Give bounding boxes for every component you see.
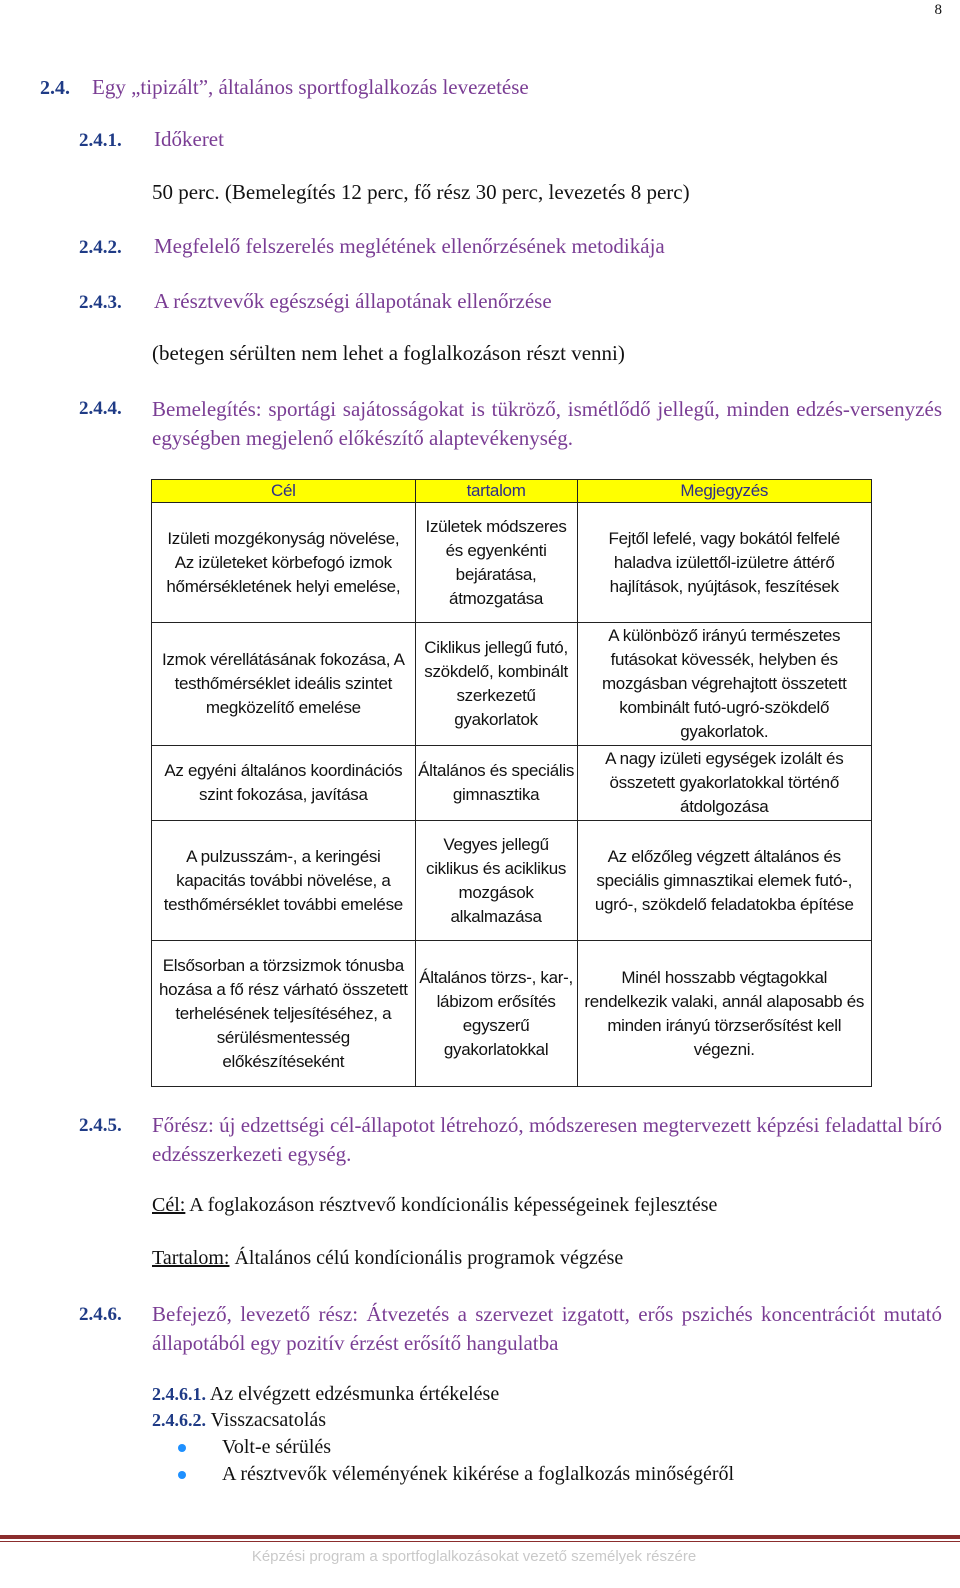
table-cell: A pulzusszám-, a keringési kapacitás további növelése, a testhőmérséklet további emelése <box>152 821 416 941</box>
warmup-table <box>151 479 872 1087</box>
heading-2-4-3: 2.4.3. A résztvevők egészségi állapotának ellenőrzése <box>79 289 552 313</box>
table-cell: Izületi mozgékonyság növelése, Az izületeket körbefogó izmok hőmérsékletének helyi emelése, <box>152 503 416 623</box>
list-item: A résztvevők véleményének kikérése a foglalkozás minőségéről <box>178 1463 734 1486</box>
table-row <box>152 623 872 746</box>
table-row <box>152 503 872 623</box>
warmup-definition: Bemelegítés: sportági sajátosságokat is tükröző, ismétlődő jellegű, minden edzés-versenyzés egységben megjelenő előkészítő alaptevékenység. <box>152 397 942 450</box>
heading-2-4-6-number: 2.4.6. <box>79 1304 122 1325</box>
table-cell: Minél hosszabb végtagokkal rendelkezik valaki, annál alaposabb és minden irányú törzserősítést kell végezni. <box>577 941 872 1087</box>
heading-2-4-2: 2.4.2. Megfelelő felszerelés meglétének ellenőrzésének metodikája <box>79 234 665 258</box>
bullet-icon <box>178 1471 186 1479</box>
table-cell: A nagy izületi egységek izolált és összetett gyakorlatokkal történő átdolgozása <box>577 746 872 821</box>
header-cel: Cél <box>152 480 416 503</box>
heading-2-4-1: 2.4.1. Időkeret <box>79 127 224 151</box>
list-item: Volt-e sérülés <box>178 1436 331 1459</box>
section-title: Egy „tipizált”, általános sportfoglalkozás levezetése <box>92 75 529 99</box>
table-cell: Általános törzs-, kar-, lábizom erősítés egyszerű gyakorlatokkal <box>415 941 577 1087</box>
table-cell: A különböző irányú természetes futásokat kövessék, helyben és mozgásban végrehajtott összetett kombinált futó-ugró-szökdelő gyakorlatok. <box>577 623 872 746</box>
heading-2-4-5-number: 2.4.5. <box>79 1115 122 1136</box>
table-cell: Ciklikus jellegű futó, szökdelő, kombinált szerkezetű gyakorlatok <box>415 623 577 746</box>
section-number: 2.4. <box>40 77 70 99</box>
subheading-2-4-6-2: 2.4.6.2. Visszacsatolás <box>152 1409 327 1431</box>
page-number: 8 <box>934 2 942 18</box>
table-cell: Izületek módszeres és egyenkénti bejáratása, átmozgatása <box>415 503 577 623</box>
table-cell: Fejtől lefelé, vagy bokától felfelé haladva izülettől-izületre áttérő hajlítások, nyújtások, feszítések <box>577 503 872 623</box>
goal-text: A foglakozáson résztvevő kondícionális képességeinek fejlesztése <box>189 1194 718 1216</box>
health-note: (betegen sérülten nem lehet a foglalkozáson részt venni) <box>152 341 625 365</box>
goal-label: Cél: <box>152 1194 186 1216</box>
content-line <box>152 1247 623 1270</box>
table-row <box>152 746 872 821</box>
table-cell: Általános és speciális gimnasztika <box>415 746 577 821</box>
header-megjegyzes: Megjegyzés <box>577 480 872 503</box>
subheading-2-4-6-1: 2.4.6.1. Az elvégzett edzésmunka értékelése <box>152 1383 500 1405</box>
section-heading <box>40 75 529 100</box>
table-cell: Izmok vérellátásának fokozása, A testhőmérséklet ideális szintet megközelítő emelése <box>152 623 416 746</box>
footer-rule-thick <box>0 1535 960 1539</box>
table-header-row <box>152 480 872 503</box>
table-row <box>152 821 872 941</box>
main-part-definition: Főrész: új edzettségi cél-állapotot létrehozó, módszeresen megtervezett képzési feladattal bíró edzésszerkezeti egység. <box>152 1113 942 1166</box>
heading-2-4-4-number: 2.4.4. <box>79 398 122 419</box>
header-tartalom: tartalom <box>415 480 577 503</box>
table-row <box>152 941 872 1087</box>
footer-rule-thin <box>0 1541 960 1542</box>
table-cell: Elsősorban a törzsizmok tónusba hozása a fő rész várható összetett terhelésének teljesítéséhez, a sérülésmentesség előkészítéseként <box>152 941 416 1087</box>
table-cell: Az előzőleg végzett általános és speciális gimnasztikai elemek futó-, ugró-, szökdelő feladatokba építése <box>577 821 872 941</box>
bullet-icon <box>178 1444 186 1452</box>
closing-part-definition: Befejező, levezető rész: Átvezetés a szervezet izgatott, erős pszichés koncentrációt mutató állapotából egy pozitív érzést erősítő hangulatba <box>152 1302 942 1355</box>
table-cell: Az egyéni általános koordinációs szint fokozása, javítása <box>152 746 416 821</box>
timeframe-text: 50 perc. (Bemelegítés 12 perc, fő rész 30 perc, levezetés 8 perc) <box>152 180 690 204</box>
footer-text: Képzési program a sportfoglalkozásokat vezető személyek részére <box>251 1548 697 1565</box>
content-label: Tartalom: <box>152 1247 230 1269</box>
content-text: Általános célú kondícionális programok végzése <box>234 1247 624 1269</box>
table-cell: Vegyes jellegű ciklikus és aciklikus mozgások alkalmazása <box>415 821 577 941</box>
goal-line <box>152 1194 717 1217</box>
